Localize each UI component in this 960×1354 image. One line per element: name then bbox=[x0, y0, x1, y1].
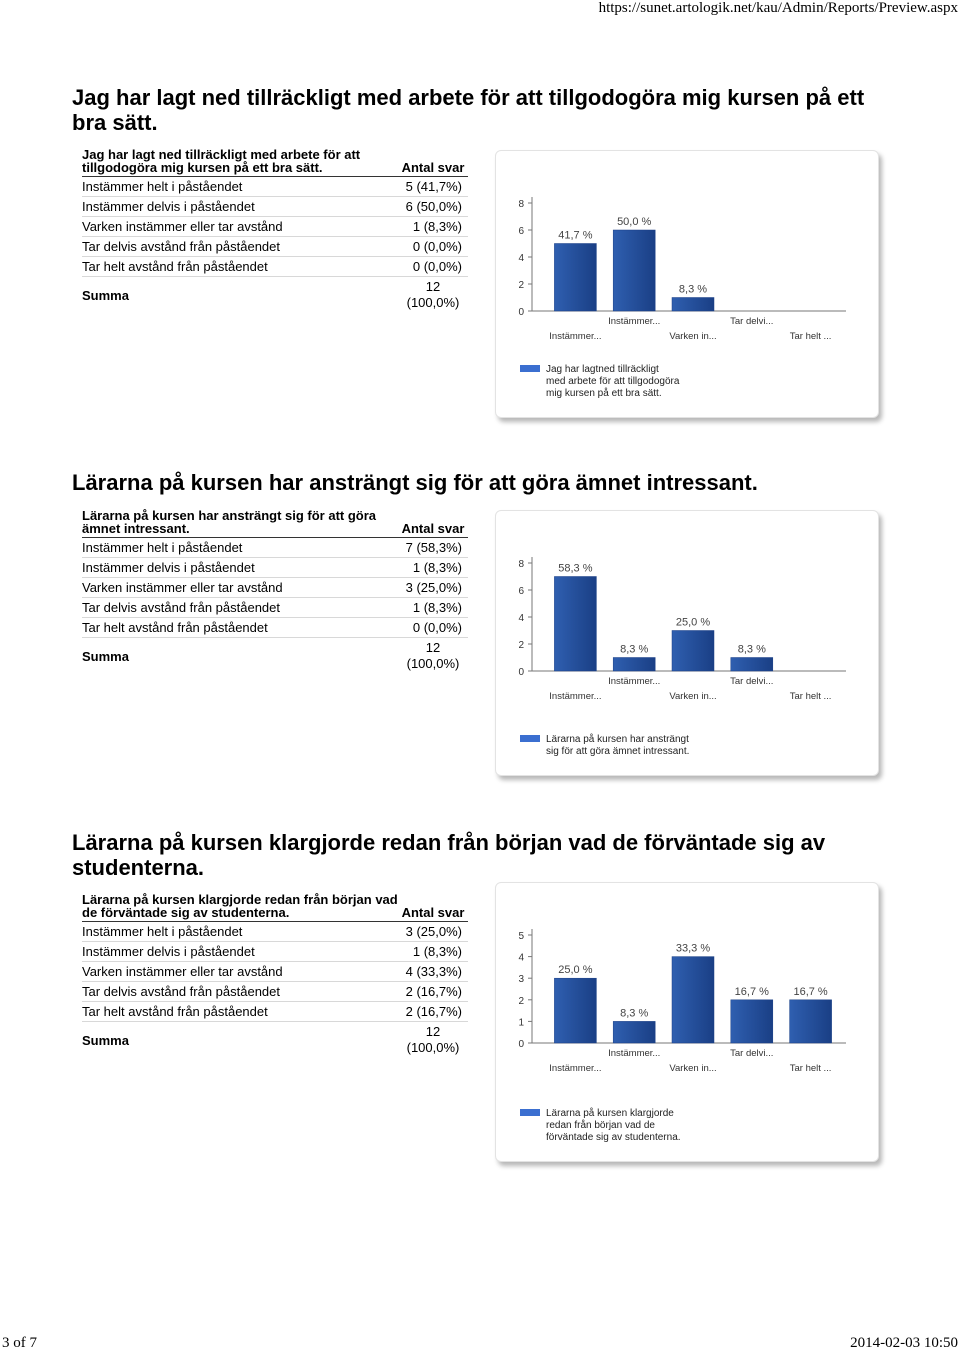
x-tick-label: Tar delvi... bbox=[730, 1048, 774, 1059]
data-label: 41,7 % bbox=[558, 229, 593, 242]
table-row bbox=[82, 962, 468, 982]
answer-value: 0 (0,0%) bbox=[398, 237, 468, 257]
bar bbox=[554, 244, 596, 312]
sum-count: 12 bbox=[425, 640, 441, 655]
answer-value: 3 (25,0%) bbox=[398, 922, 468, 942]
answer-label: Tar helt avstånd från påståendet bbox=[82, 618, 398, 638]
x-tick-label: Instämmer... bbox=[549, 1063, 602, 1074]
answer-value: 2 (16,7%) bbox=[398, 1002, 468, 1022]
chart-svg bbox=[496, 151, 878, 417]
y-tick-label: 1 bbox=[518, 1017, 524, 1029]
results-table bbox=[82, 509, 468, 674]
x-tick-label: Varken in... bbox=[669, 691, 717, 702]
table-header-question: Lärarna på kursen klargjorde redan från början vad de förväntade sig av studenterna. bbox=[82, 892, 398, 920]
chart-svg bbox=[496, 883, 878, 1161]
x-tick-label: Instämmer... bbox=[608, 676, 661, 687]
table-row bbox=[82, 922, 468, 942]
legend-label: sig för att göra ämnet intressant. bbox=[546, 746, 690, 757]
bar bbox=[731, 1000, 773, 1043]
y-tick-label: 8 bbox=[518, 199, 524, 210]
legend-label: redan från början vad de bbox=[546, 1120, 655, 1131]
data-label: 25,0 % bbox=[675, 616, 711, 629]
legend-label: Lärarna på kursen klargjorde bbox=[546, 1108, 674, 1119]
table-row bbox=[82, 257, 468, 277]
table-row bbox=[82, 618, 468, 638]
bar bbox=[790, 1000, 832, 1043]
table-header-question: Lärarna på kursen har ansträngt sig för att göra ämnet intressant. bbox=[82, 509, 398, 538]
y-tick-label: 0 bbox=[518, 667, 524, 678]
x-tick-label: Instämmer... bbox=[549, 331, 602, 342]
table-row bbox=[82, 598, 468, 618]
y-tick-label: 6 bbox=[518, 226, 524, 237]
question-title: Lärarna på kursen klargjorde redan från början vad de förväntade sig av studenterna. bbox=[72, 830, 826, 880]
sum-value bbox=[398, 277, 468, 314]
results-table-wrap bbox=[82, 893, 468, 1058]
table-row bbox=[82, 217, 468, 237]
data-label: 58,3 % bbox=[558, 562, 593, 575]
y-tick-label: 4 bbox=[518, 253, 524, 264]
answer-value: 0 (0,0%) bbox=[398, 618, 468, 638]
bar bbox=[613, 658, 655, 672]
answer-value: 1 (8,3%) bbox=[398, 942, 468, 962]
results-table bbox=[82, 148, 468, 313]
legend-swatch bbox=[520, 365, 540, 372]
sum-count: 12 bbox=[425, 1024, 441, 1039]
answer-value: 4 (33,3%) bbox=[398, 962, 468, 982]
answer-label: Varken instämmer eller tar avstånd bbox=[82, 578, 398, 598]
x-tick-label: Tar delvi... bbox=[730, 316, 774, 327]
results-table bbox=[82, 893, 468, 1058]
y-tick-label: 4 bbox=[518, 613, 524, 624]
bar-chart-3 bbox=[495, 882, 879, 1162]
y-tick-label: 0 bbox=[518, 1039, 524, 1050]
data-label: 50,0 % bbox=[617, 216, 652, 228]
answer-label: Varken instämmer eller tar avstånd bbox=[82, 962, 398, 982]
sum-row bbox=[82, 1022, 468, 1059]
table-row bbox=[82, 578, 468, 598]
table-row bbox=[82, 197, 468, 217]
bar bbox=[554, 978, 596, 1043]
bar bbox=[613, 1021, 655, 1043]
y-tick-label: 2 bbox=[518, 995, 524, 1007]
answer-value: 6 (50,0%) bbox=[398, 197, 468, 217]
y-tick-label: 6 bbox=[518, 586, 524, 597]
results-table-wrap bbox=[82, 148, 468, 313]
sum-label: Summa bbox=[82, 287, 129, 303]
table-row bbox=[82, 558, 468, 578]
sum-row bbox=[82, 277, 468, 314]
table-row bbox=[82, 538, 468, 558]
answer-value: 5 (41,7%) bbox=[398, 177, 468, 197]
y-tick-label: 2 bbox=[518, 640, 524, 651]
answer-label: Instämmer delvis i påståendet bbox=[82, 197, 398, 217]
data-label: 33,3 % bbox=[675, 942, 711, 955]
bar bbox=[672, 631, 714, 672]
question-title: Jag har lagt ned tillräckligt med arbete för att tillgodogöra mig kursen på ett bra sätt. bbox=[72, 85, 865, 135]
table-row bbox=[82, 177, 468, 197]
bar bbox=[731, 658, 773, 672]
table-row bbox=[82, 942, 468, 962]
answer-value: 1 (8,3%) bbox=[398, 217, 468, 237]
sum-value bbox=[398, 1022, 468, 1059]
page-url: https://sunet.artologik.net/kau/Admin/Reports/Preview.aspx bbox=[598, 0, 958, 16]
x-tick-label: Instämmer... bbox=[608, 316, 661, 327]
legend-swatch bbox=[520, 735, 540, 742]
y-tick-label: 4 bbox=[518, 952, 524, 964]
page-number: 3 of 7 bbox=[2, 1335, 37, 1351]
answer-label: Tar delvis avstånd från påståendet bbox=[82, 982, 398, 1002]
answer-label: Tar helt avstånd från påståendet bbox=[82, 257, 398, 277]
bar bbox=[672, 957, 714, 1043]
sum-count: 12 bbox=[425, 279, 441, 294]
sum-percent: (100,0%) bbox=[406, 1040, 460, 1055]
bar bbox=[554, 577, 596, 672]
legend-label: mig kursen på ett bra sätt. bbox=[546, 388, 662, 399]
y-tick-label: 2 bbox=[518, 280, 524, 291]
y-tick-label: 0 bbox=[518, 307, 524, 318]
answer-value: 1 (8,3%) bbox=[398, 598, 468, 618]
answer-label: Instämmer delvis i påståendet bbox=[82, 942, 398, 962]
data-label: 8,3 % bbox=[737, 643, 766, 656]
x-tick-label: Tar helt ... bbox=[789, 1063, 832, 1074]
answer-label: Instämmer helt i påståendet bbox=[82, 538, 398, 558]
sum-label: Summa bbox=[82, 648, 129, 664]
data-label: 16,7 % bbox=[734, 985, 769, 998]
question-title: Lärarna på kursen har ansträngt sig för att göra ämnet intressant. bbox=[72, 470, 758, 495]
x-tick-label: Tar helt ... bbox=[789, 331, 832, 342]
chart-svg bbox=[496, 511, 878, 775]
results-table-wrap bbox=[82, 509, 468, 674]
x-tick-label: Varken in... bbox=[669, 331, 717, 342]
answer-label: Tar delvis avstånd från påståendet bbox=[82, 598, 398, 618]
x-tick-label: Instämmer... bbox=[549, 691, 602, 702]
sum-percent: (100,0%) bbox=[406, 295, 460, 310]
sum-row bbox=[82, 638, 468, 675]
data-label: 25,0 % bbox=[558, 964, 593, 977]
sum-label: Summa bbox=[82, 1032, 129, 1048]
data-label: 16,7 % bbox=[793, 985, 828, 998]
y-tick-label: 5 bbox=[518, 931, 524, 942]
y-tick-label: 3 bbox=[518, 974, 524, 986]
table-header-count: Antal svar bbox=[398, 148, 468, 177]
bar bbox=[672, 298, 714, 312]
data-label: 8,3 % bbox=[620, 1007, 649, 1020]
legend-label: Lärarna på kursen har ansträngt bbox=[546, 734, 689, 745]
answer-value: 3 (25,0%) bbox=[398, 578, 468, 598]
table-header-count: Antal svar bbox=[398, 893, 468, 922]
data-label: 8,3 % bbox=[678, 283, 708, 296]
answer-value: 0 (0,0%) bbox=[398, 257, 468, 277]
table-row bbox=[82, 982, 468, 1002]
table-row bbox=[82, 237, 468, 257]
x-tick-label: Tar delvi... bbox=[730, 676, 774, 687]
legend-swatch bbox=[520, 1109, 540, 1116]
legend-label: Jag har lagtned tillräckligt bbox=[546, 364, 659, 375]
y-tick-label: 8 bbox=[518, 559, 524, 570]
legend-label: med arbete för att tillgodogöra bbox=[546, 376, 680, 387]
table-row bbox=[82, 1002, 468, 1022]
table-header-count: Antal svar bbox=[398, 509, 468, 538]
sum-value bbox=[398, 638, 468, 675]
x-tick-label: Instämmer... bbox=[608, 1048, 661, 1059]
answer-label: Tar helt avstånd från påståendet bbox=[82, 1002, 398, 1022]
sum-percent: (100,0%) bbox=[406, 656, 460, 671]
bar-chart-1 bbox=[495, 150, 879, 418]
table-header-question: Jag har lagt ned tillräckligt med arbete för att tillgodogöra mig kursen på ett bra sätt. bbox=[82, 148, 398, 177]
answer-label: Instämmer delvis i påståendet bbox=[82, 558, 398, 578]
answer-label: Varken instämmer eller tar avstånd bbox=[82, 217, 398, 237]
answer-label: Instämmer helt i påståendet bbox=[82, 922, 398, 942]
x-tick-label: Tar helt ... bbox=[789, 691, 832, 702]
bar bbox=[613, 230, 655, 311]
answer-value: 7 (58,3%) bbox=[398, 538, 468, 558]
answer-value: 1 (8,3%) bbox=[398, 558, 468, 578]
legend-label: förväntade sig av studenterna. bbox=[546, 1132, 681, 1143]
answer-value: 2 (16,7%) bbox=[398, 982, 468, 1002]
print-datetime: 2014-02-03 10:50 bbox=[850, 1335, 958, 1351]
answer-label: Tar delvis avstånd från påståendet bbox=[82, 237, 398, 257]
data-label: 8,3 % bbox=[620, 643, 649, 656]
x-tick-label: Varken in... bbox=[669, 1063, 717, 1074]
bar-chart-2 bbox=[495, 510, 879, 776]
answer-label: Instämmer helt i påståendet bbox=[82, 177, 398, 197]
